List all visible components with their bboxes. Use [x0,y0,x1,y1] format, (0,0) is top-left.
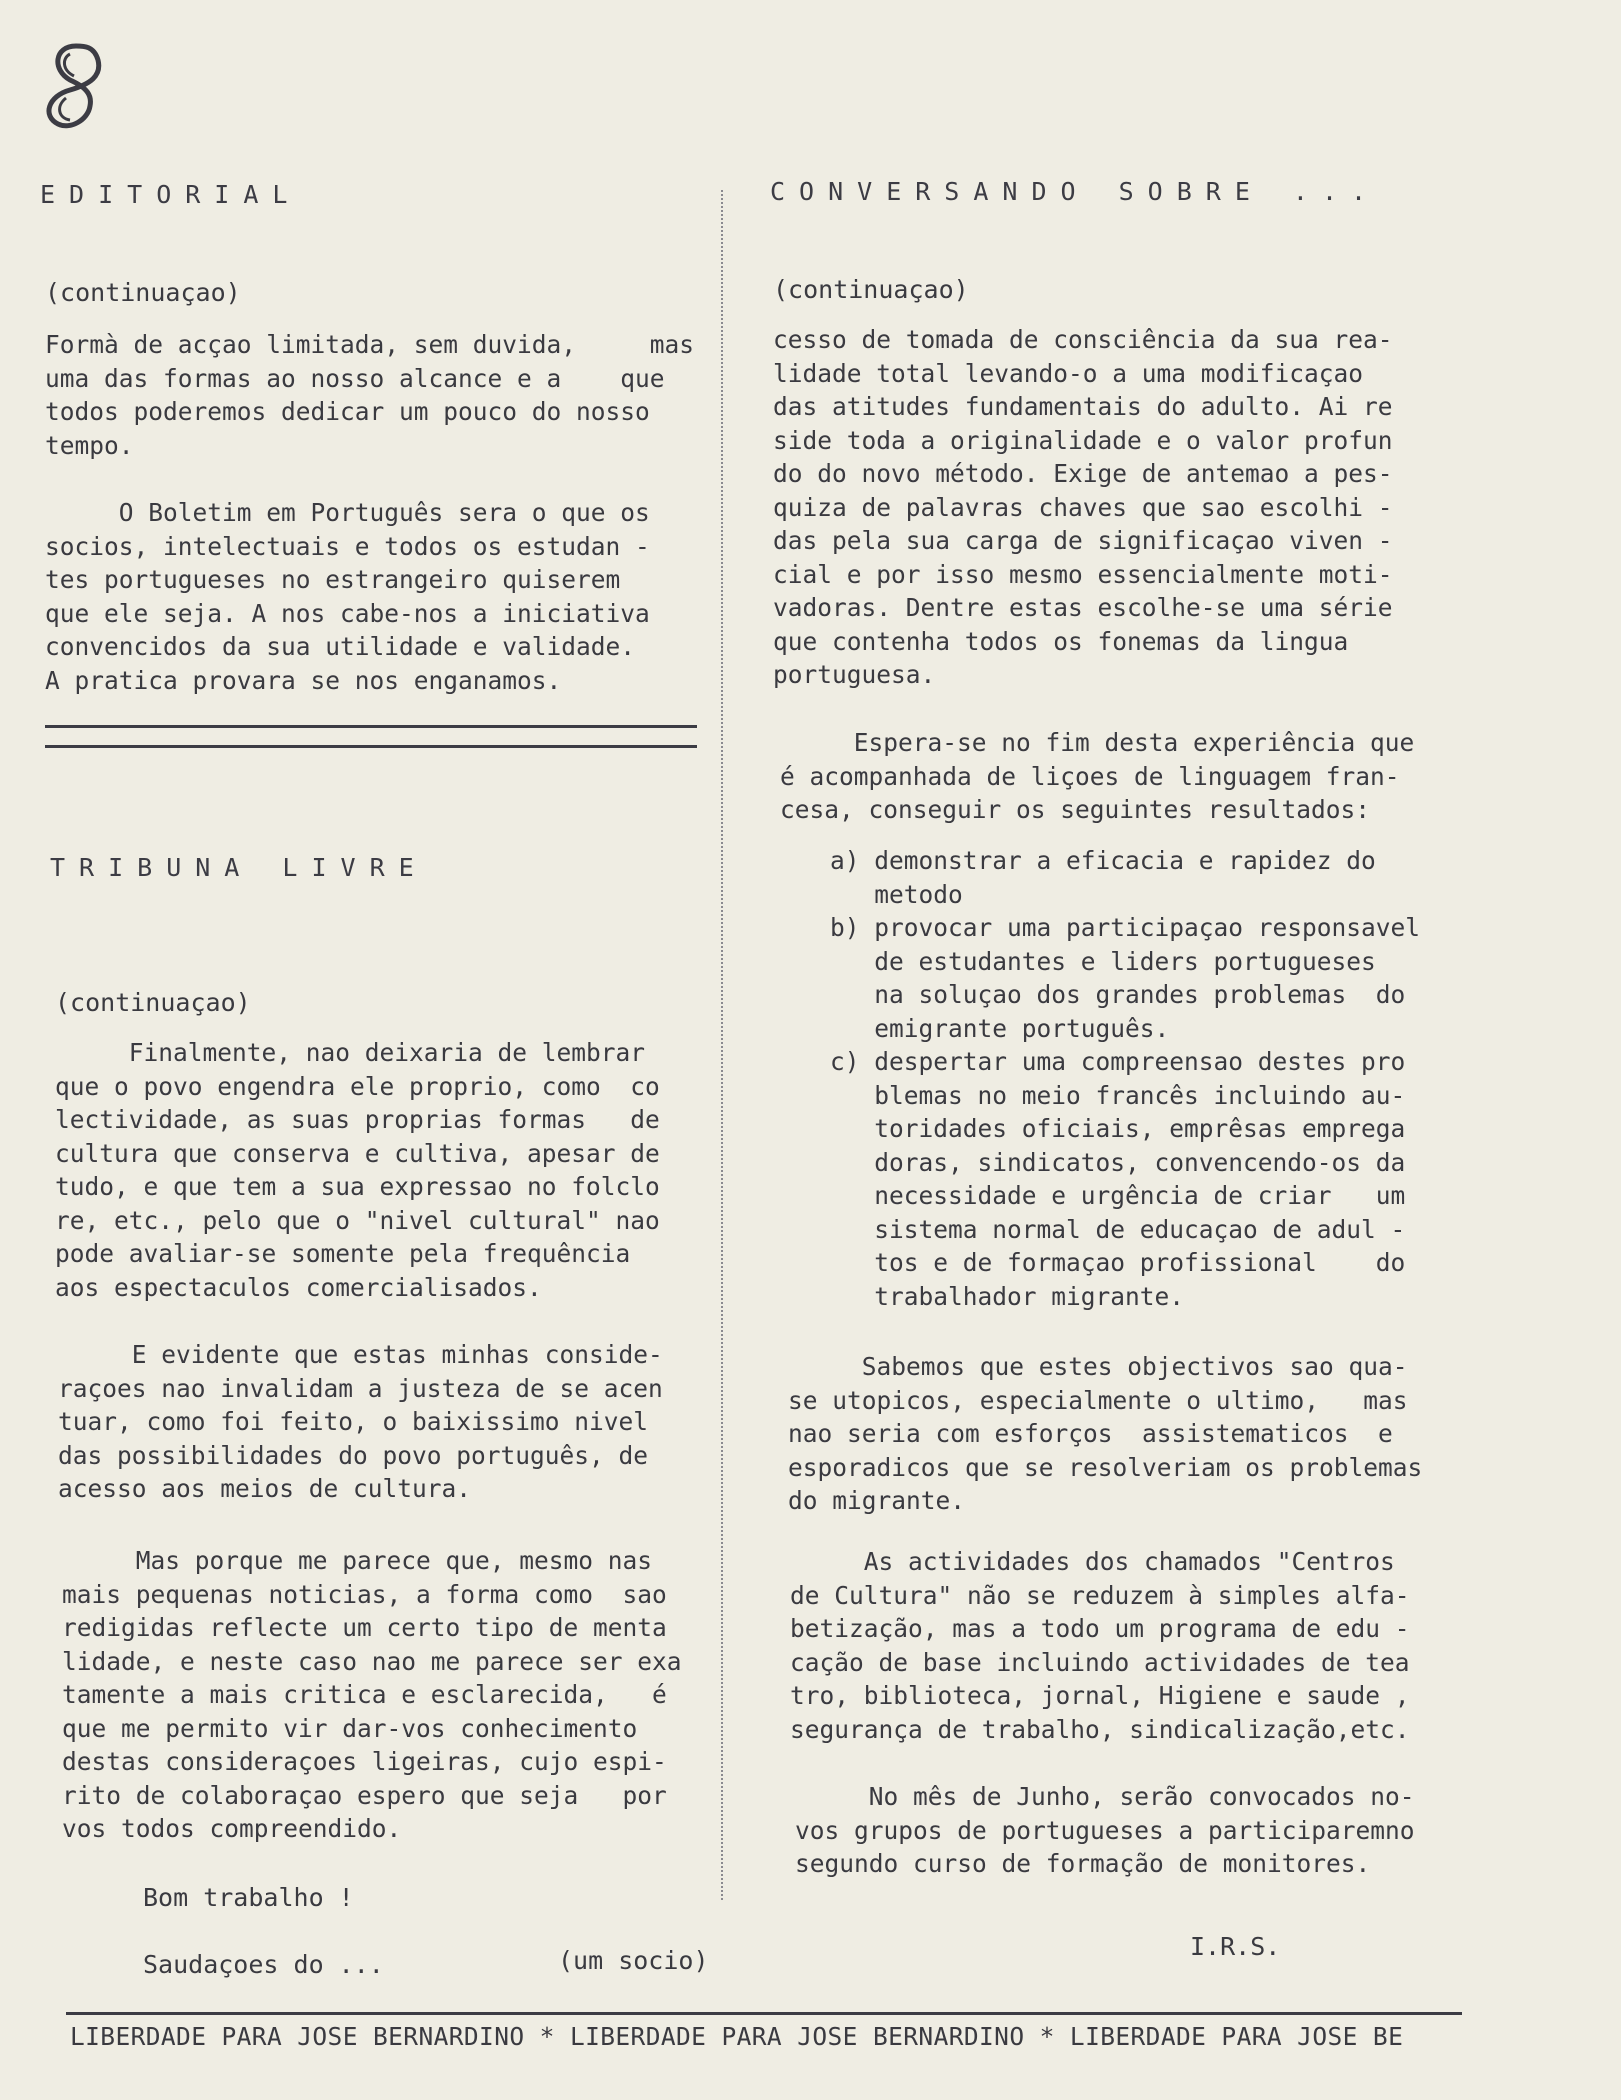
conversando-paragraph-4: As actividades dos chamados "Centros de Cultura" não se reduzem à simples alfa- betização, mas a todo um programa de edu - cação de base incluindo actividades de tea tro, biblioteca, jornal, Higiene e saude , segurança de trabalho, sindicalização,etc. [790,1547,1410,1744]
editorial-continuation: (continuaçao) [45,278,241,307]
tribuna-paragraph-1: Finalmente, nao deixaria de lembrar que o povo engendra ele proprio, como co lectividade, as suas proprias formas de cultura que conserva e cultiva, apesar de tudo, e que tem a sua expressao no folclo re, etc., pelo que o "nivel cultural" nao pode avaliar-se somente pela frequência aos espectaculos comercialisados. [55,1038,660,1302]
tribuna-paragraph-2: E evidente que estas minhas conside- raçoes nao invalidam a justeza de se acen tuar, como foi feito, o baixissimo nivel das possibilidades do povo português, de acesso aos meios de cultura. [58,1340,663,1503]
section-rule-bottom [45,745,697,748]
column-divider [721,190,723,1900]
conversando-paragraph-3: Sabemos que estes objectivos sao qua- se utopicos, especialmente o ultimo, mas nao seria com esforços assistematicos e esporadicos que se resolveriam os problemas do migrante. [788,1352,1423,1515]
tribuna-salutation: Saudaçoes do ... [143,1950,384,1979]
tribuna-heading: TRIBUNA LIVRE [50,853,428,882]
section-rule-top [45,725,697,728]
conversando-paragraph-1: cesso de tomada de consciência da sua rea- lidade total levando-o a uma modificaçao das atitudes fundamentais do adulto. Ai re side toda a originalidade e o valor profun do do novo método. Exige de antemao a pes- quiza de palavras chaves que sao escolhi - das pela sua carga de significaçao viven - cial e por isso mesmo essencialmente moti- vadoras. Dentre estas escolhe-se uma série que contenha todos os fonemas da lingua portuguesa. [773,325,1393,689]
editorial-paragraph-1: Formà de acçao limitada, sem duvida, mas uma das formas ao nosso alcance e a que todos poderemos dedicar um pouco do nosso tempo. [45,330,695,460]
tribuna-closing: Bom trabalho ! [143,1883,354,1912]
page-number [40,40,112,140]
conversando-continuation: (continuaçao) [773,275,969,304]
tribuna-signature: (um socio) [558,1946,709,1975]
footer-rule [66,2012,1462,2015]
conversando-paragraph-2: Espera-se no fim desta experiência que é acompanhada de liçoes de linguagem fran- cesa, conseguir os seguintes resultados: [780,728,1415,824]
tribuna-continuation: (continuaçao) [55,988,251,1017]
conversando-paragraph-5: No mês de Junho, serão convocados no- vos grupos de portugueses a participaremno segundo curso de formação de monitores. [795,1782,1415,1878]
conversando-signature: I.R.S. [1190,1932,1281,1961]
conversando-heading: CONVERSANDO SOBRE ... [770,177,1381,206]
conversando-objectives-list: a) demonstrar a eficacia e rapidez do metodo b) provocar uma participaçao responsavel de estudantes e liders portugueses na soluçao dos grandes problemas do emigrante português. c) despertar uma compreensao destes pro blemas no meio francês incluindo au- toridades oficiais, emprêsas emprega doras, sindicatos, convencendo-os da necessidade e urgência de criar um sistema normal de educaçao de adul - tos e de formaçao profissional do trabalhador migrante. [830,846,1421,1311]
tribuna-paragraph-3: Mas porque me parece que, mesmo nas mais pequenas noticias, a forma como sao redigidas reflecte um certo tipo de menta lidade, e neste caso nao me parece ser exa tamente a mais critica e esclarecida, é que me permito vir dar-vos conhecimento destas consideraçoes ligeiras, cujo espi- rito de colaboraçao espero que seja por vos todos compreendido. [62,1546,682,1843]
footer-banner: LIBERDADE PARA JOSE BERNARDINO * LIBERDADE PARA JOSE BERNARDINO * LIBERDADE PARA JOSE BE [70,2022,1404,2051]
editorial-paragraph-2: O Boletim em Português sera o que os socios, intelectuais e todos os estudan - tes portugueses no estrangeiro quiserem que ele seja. A nos cabe-nos a iniciativa convencidos da sua utilidade e validade. A pratica provara se nos enganamos. [45,498,650,695]
editorial-heading: EDITORIAL [40,180,302,209]
